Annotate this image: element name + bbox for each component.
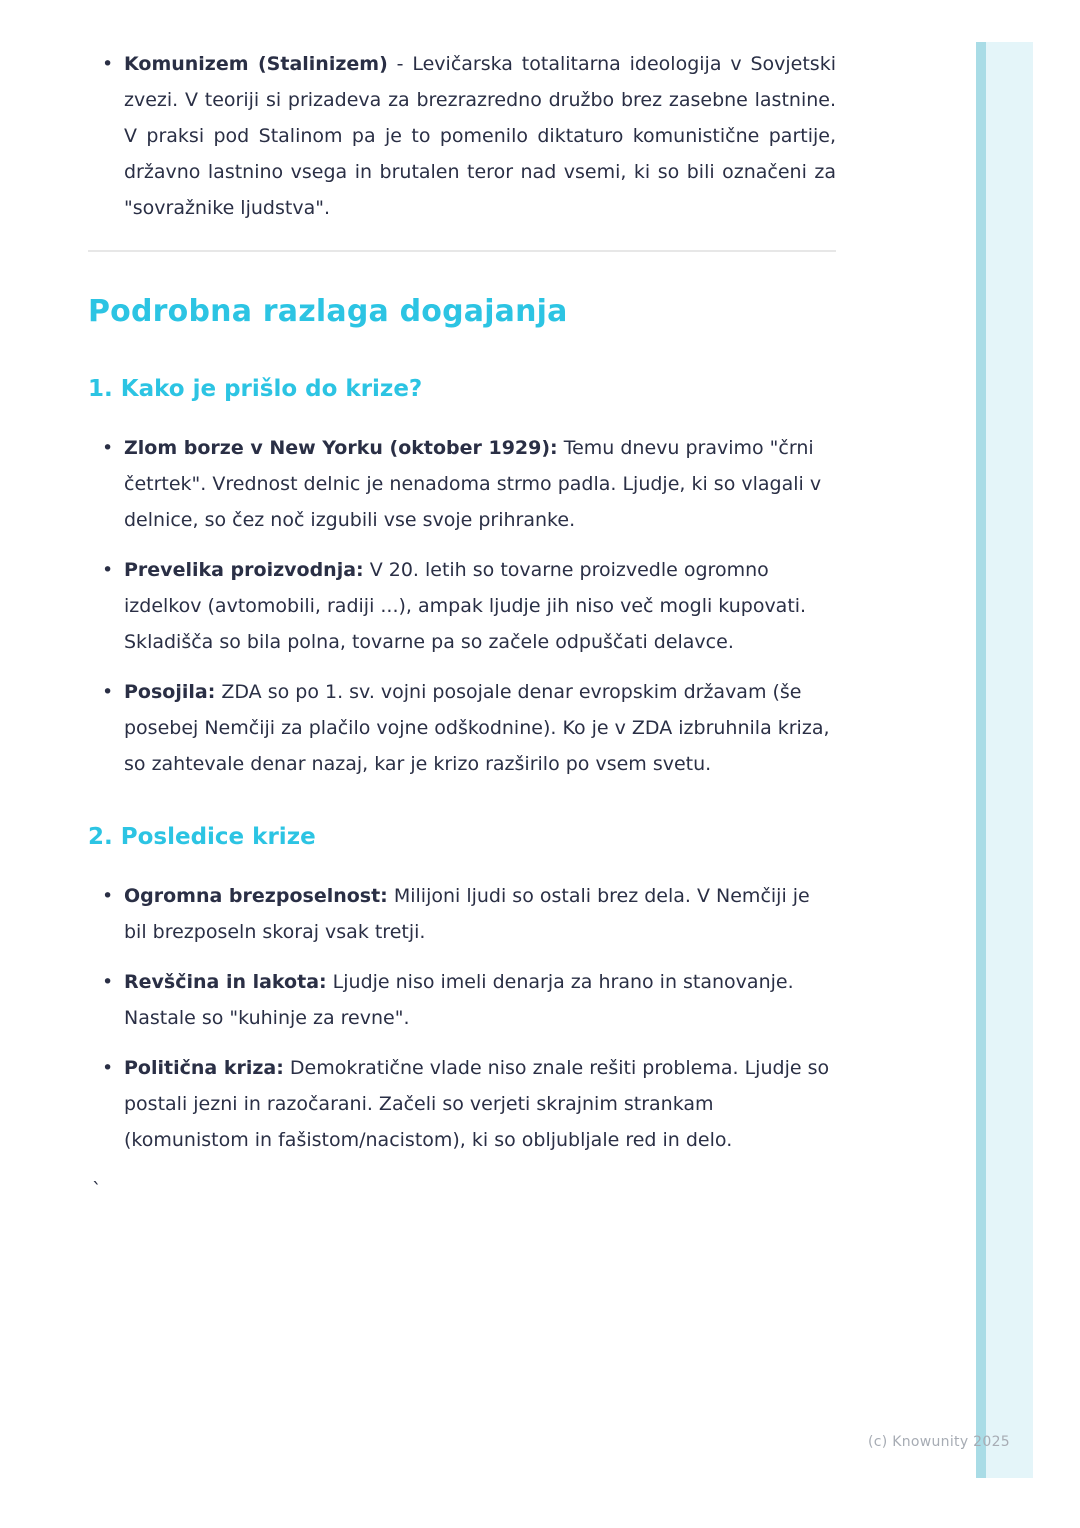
section-1-bullet-list [88, 430, 836, 782]
term-label: Posojila: [124, 681, 216, 703]
list-item [88, 878, 836, 950]
term-definition: V 20. letih so tovarne proizvedle ogromno izdelkov (avtomobili, radiji ...), ampak ljudje jih niso več mogli kupovati. Skladišča so bila polna, tovarne pa so začele odpuščati delavce. [124, 559, 807, 653]
section-divider [88, 250, 836, 252]
term-definition: Milijoni ljudi so ostali brez dela. V Nemčiji je bil brezposeln skoraj vsak tretji. [124, 885, 810, 943]
term-definition: Temu dnevu pravimo "črni četrtek". Vrednost delnic je nenadoma strmo padla. Ljudje, ki so vlagali v delnice, so čez noč izgubili vse svoje prihranke. [124, 437, 822, 531]
term-definition: ZDA so po 1. sv. vojni posojale denar evropskim državam (še posebej Nemčiji za plačilo vojne odškodnine). Ko je v ZDA izbruhnila kriza, so zahtevale denar nazaj, kar je krizo razširilo po vsem svetu. [124, 681, 830, 775]
term-label: Zlom borze v New Yorku (oktober 1929): [124, 437, 558, 459]
term-label: Prevelika proizvodnja: [124, 559, 364, 581]
term-definition: Ljudje niso imeli denarja za hrano in stanovanje. Nastale so "kuhinje za revne". [124, 971, 794, 1029]
list-item [88, 430, 836, 538]
term-label: Ogromna brezposelnost: [124, 885, 388, 907]
list-item [88, 46, 836, 226]
list-item [88, 674, 836, 782]
section-heading-1: 1. Kako je prišlo do krize? [88, 376, 423, 402]
section-heading-2: 2. Posledice krize [88, 824, 316, 850]
copyright-notice: (c) Knowunity 2025 [867, 1434, 1010, 1450]
list-item [88, 1050, 836, 1158]
page-title: Podrobna razlaga dogajanja [88, 294, 568, 329]
stray-character: ` [92, 1179, 102, 1201]
list-item [88, 964, 836, 1036]
list-item [88, 552, 836, 660]
term-label: Politična kriza: [124, 1057, 284, 1079]
intro-bullet-list [88, 46, 836, 226]
term-label: Revščina in lakota: [124, 971, 327, 993]
term-definition: Demokratične vlade niso znale rešiti problema. Ljudje so postali jezni in razočarani. Začeli so verjeti skrajnim strankam (komunistom in fašistom/nacistom), ki so obljubljale red in delo. [124, 1057, 830, 1151]
term-label: Komunizem (Stalinizem) [124, 53, 388, 75]
term-definition: - Levičarska totalitarna ideologija v Sovjetski zvezi. V teoriji si prizadeva za brezrazredno družbo brez zasebne lastnine. V praksi pod Stalinom pa je to pomenilo diktaturo komunistične partije, državno lastnino vsega in brutalen teror nad vsemi, ki so bili označeni za "sovražnike ljudstva". [124, 53, 836, 219]
section-2-bullet-list [88, 878, 836, 1158]
